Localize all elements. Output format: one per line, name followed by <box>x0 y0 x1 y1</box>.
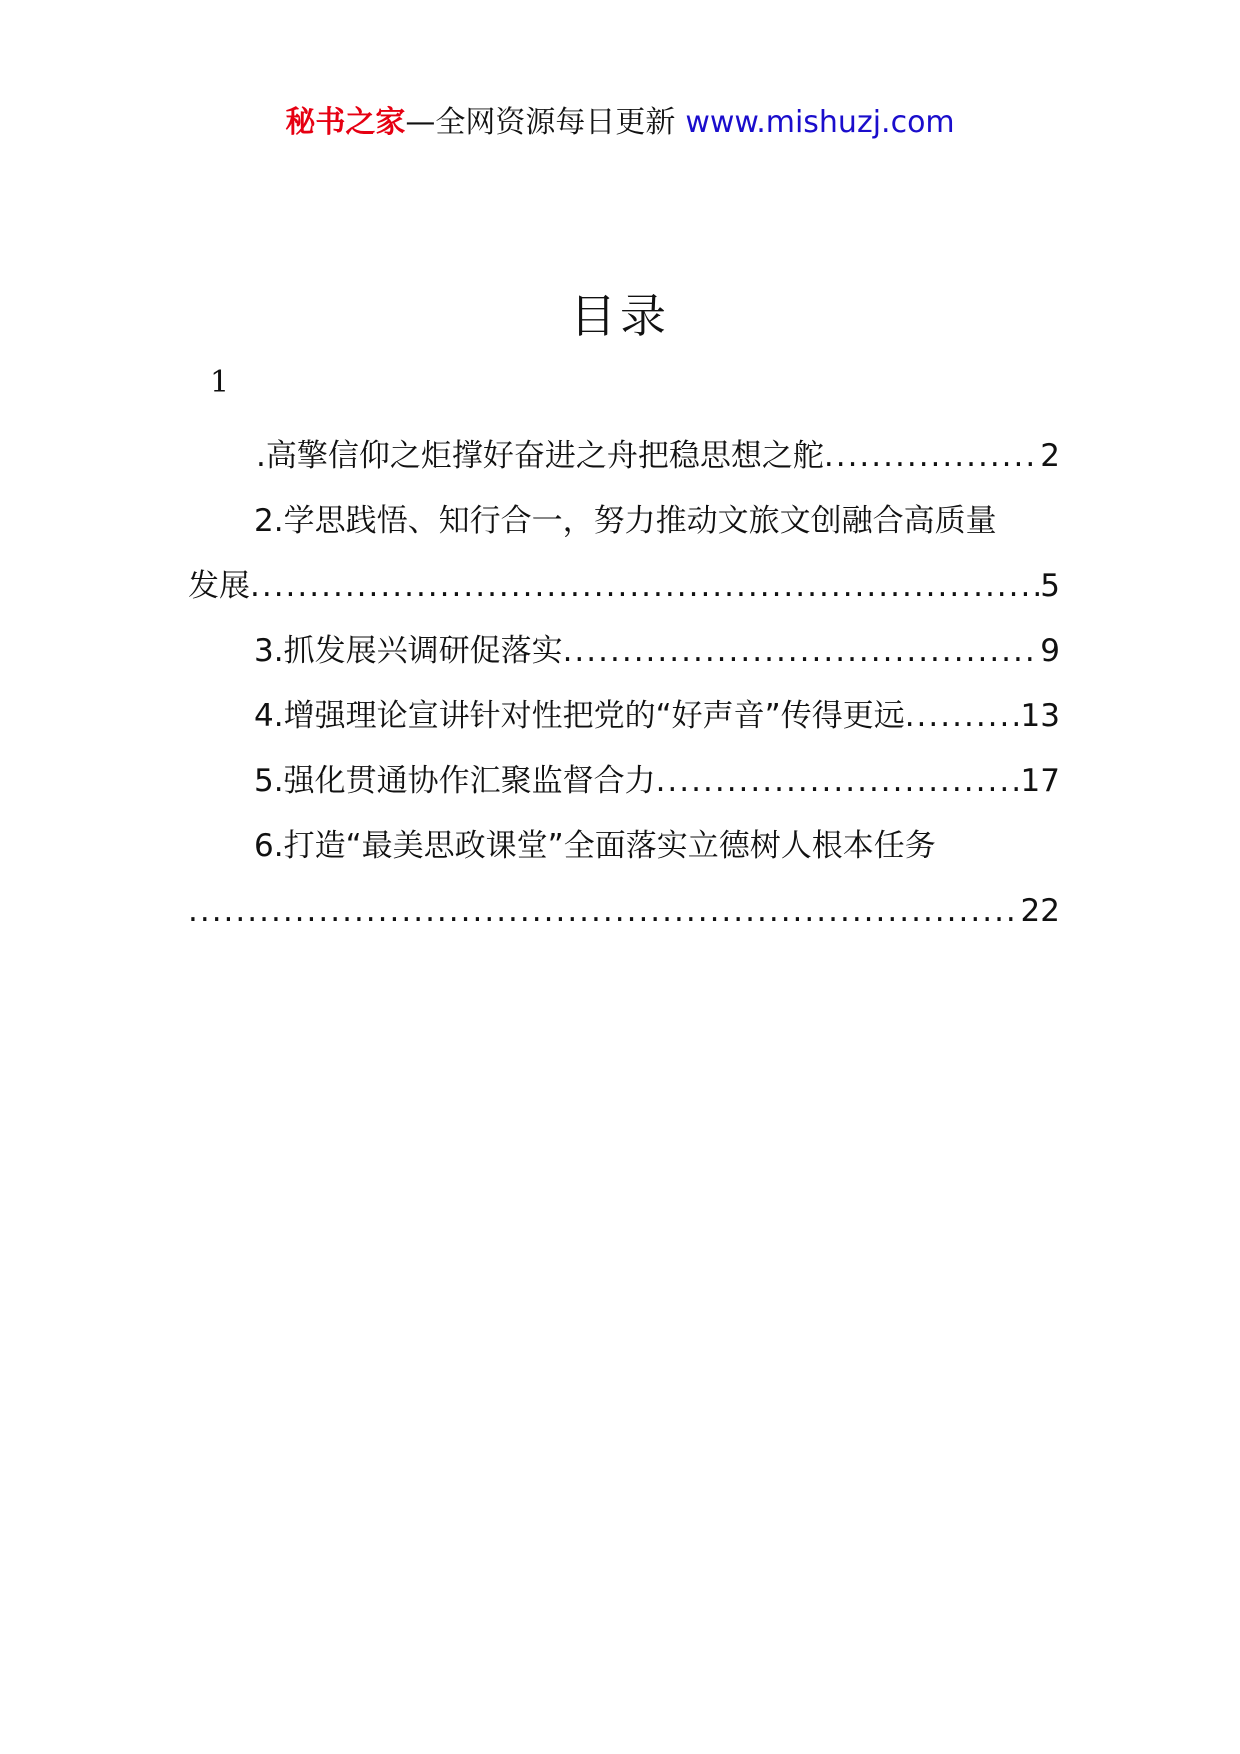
toc-page-number: 17 <box>1020 763 1060 799</box>
dot-leader <box>656 749 1021 814</box>
toc-entry-text: 4.增强理论宣讲针对性把党的“好声音”传得更远 <box>254 698 905 734</box>
header-tagline: —全网资源每日更新 <box>405 105 676 140</box>
toc-page-number: 2 <box>1040 438 1060 474</box>
toc-entry-5[interactable] <box>188 749 1060 814</box>
toc-entry-1[interactable] <box>188 424 1060 489</box>
stray-number: 1 <box>210 365 230 400</box>
brand-name: 秘书之家 <box>285 105 406 140</box>
site-url-link[interactable]: www.mishuzj.com <box>685 105 955 140</box>
toc-entry-text: 3.抓发展兴调研促落实 <box>254 633 563 669</box>
toc-entry-6[interactable] <box>188 814 1060 944</box>
toc-page-number: 9 <box>1040 633 1060 669</box>
site-header <box>0 103 1240 143</box>
toc-entry-text: 6.打造“最美思政课堂”全面落实立德树人根本任务 <box>254 828 936 864</box>
toc-entry-text-continued: 发展 <box>188 568 250 604</box>
toc-entry-text: 5.强化贯通协作汇聚监督合力 <box>254 763 656 799</box>
toc-page-number: 22 <box>1020 893 1060 929</box>
dot-leader <box>905 684 1021 749</box>
dot-leader <box>188 879 1021 944</box>
toc-page-number: 5 <box>1040 568 1060 604</box>
table-of-contents <box>188 424 1060 944</box>
toc-entry-2[interactable] <box>188 489 1060 619</box>
toc-entry-3[interactable] <box>188 619 1060 684</box>
toc-entry-text: 2.学思践悟、知行合一，努力推动文旅文创融合高质量 <box>254 503 997 539</box>
toc-entry-text: .高擎信仰之炬撑好奋进之舟把稳思想之舵 <box>256 438 824 474</box>
toc-entry-4[interactable] <box>188 684 1060 749</box>
dot-leader <box>563 619 1041 684</box>
dot-leader <box>250 554 1040 619</box>
toc-title: 目录 <box>570 289 670 343</box>
dot-leader <box>824 424 1040 489</box>
toc-page-number: 13 <box>1020 698 1060 734</box>
